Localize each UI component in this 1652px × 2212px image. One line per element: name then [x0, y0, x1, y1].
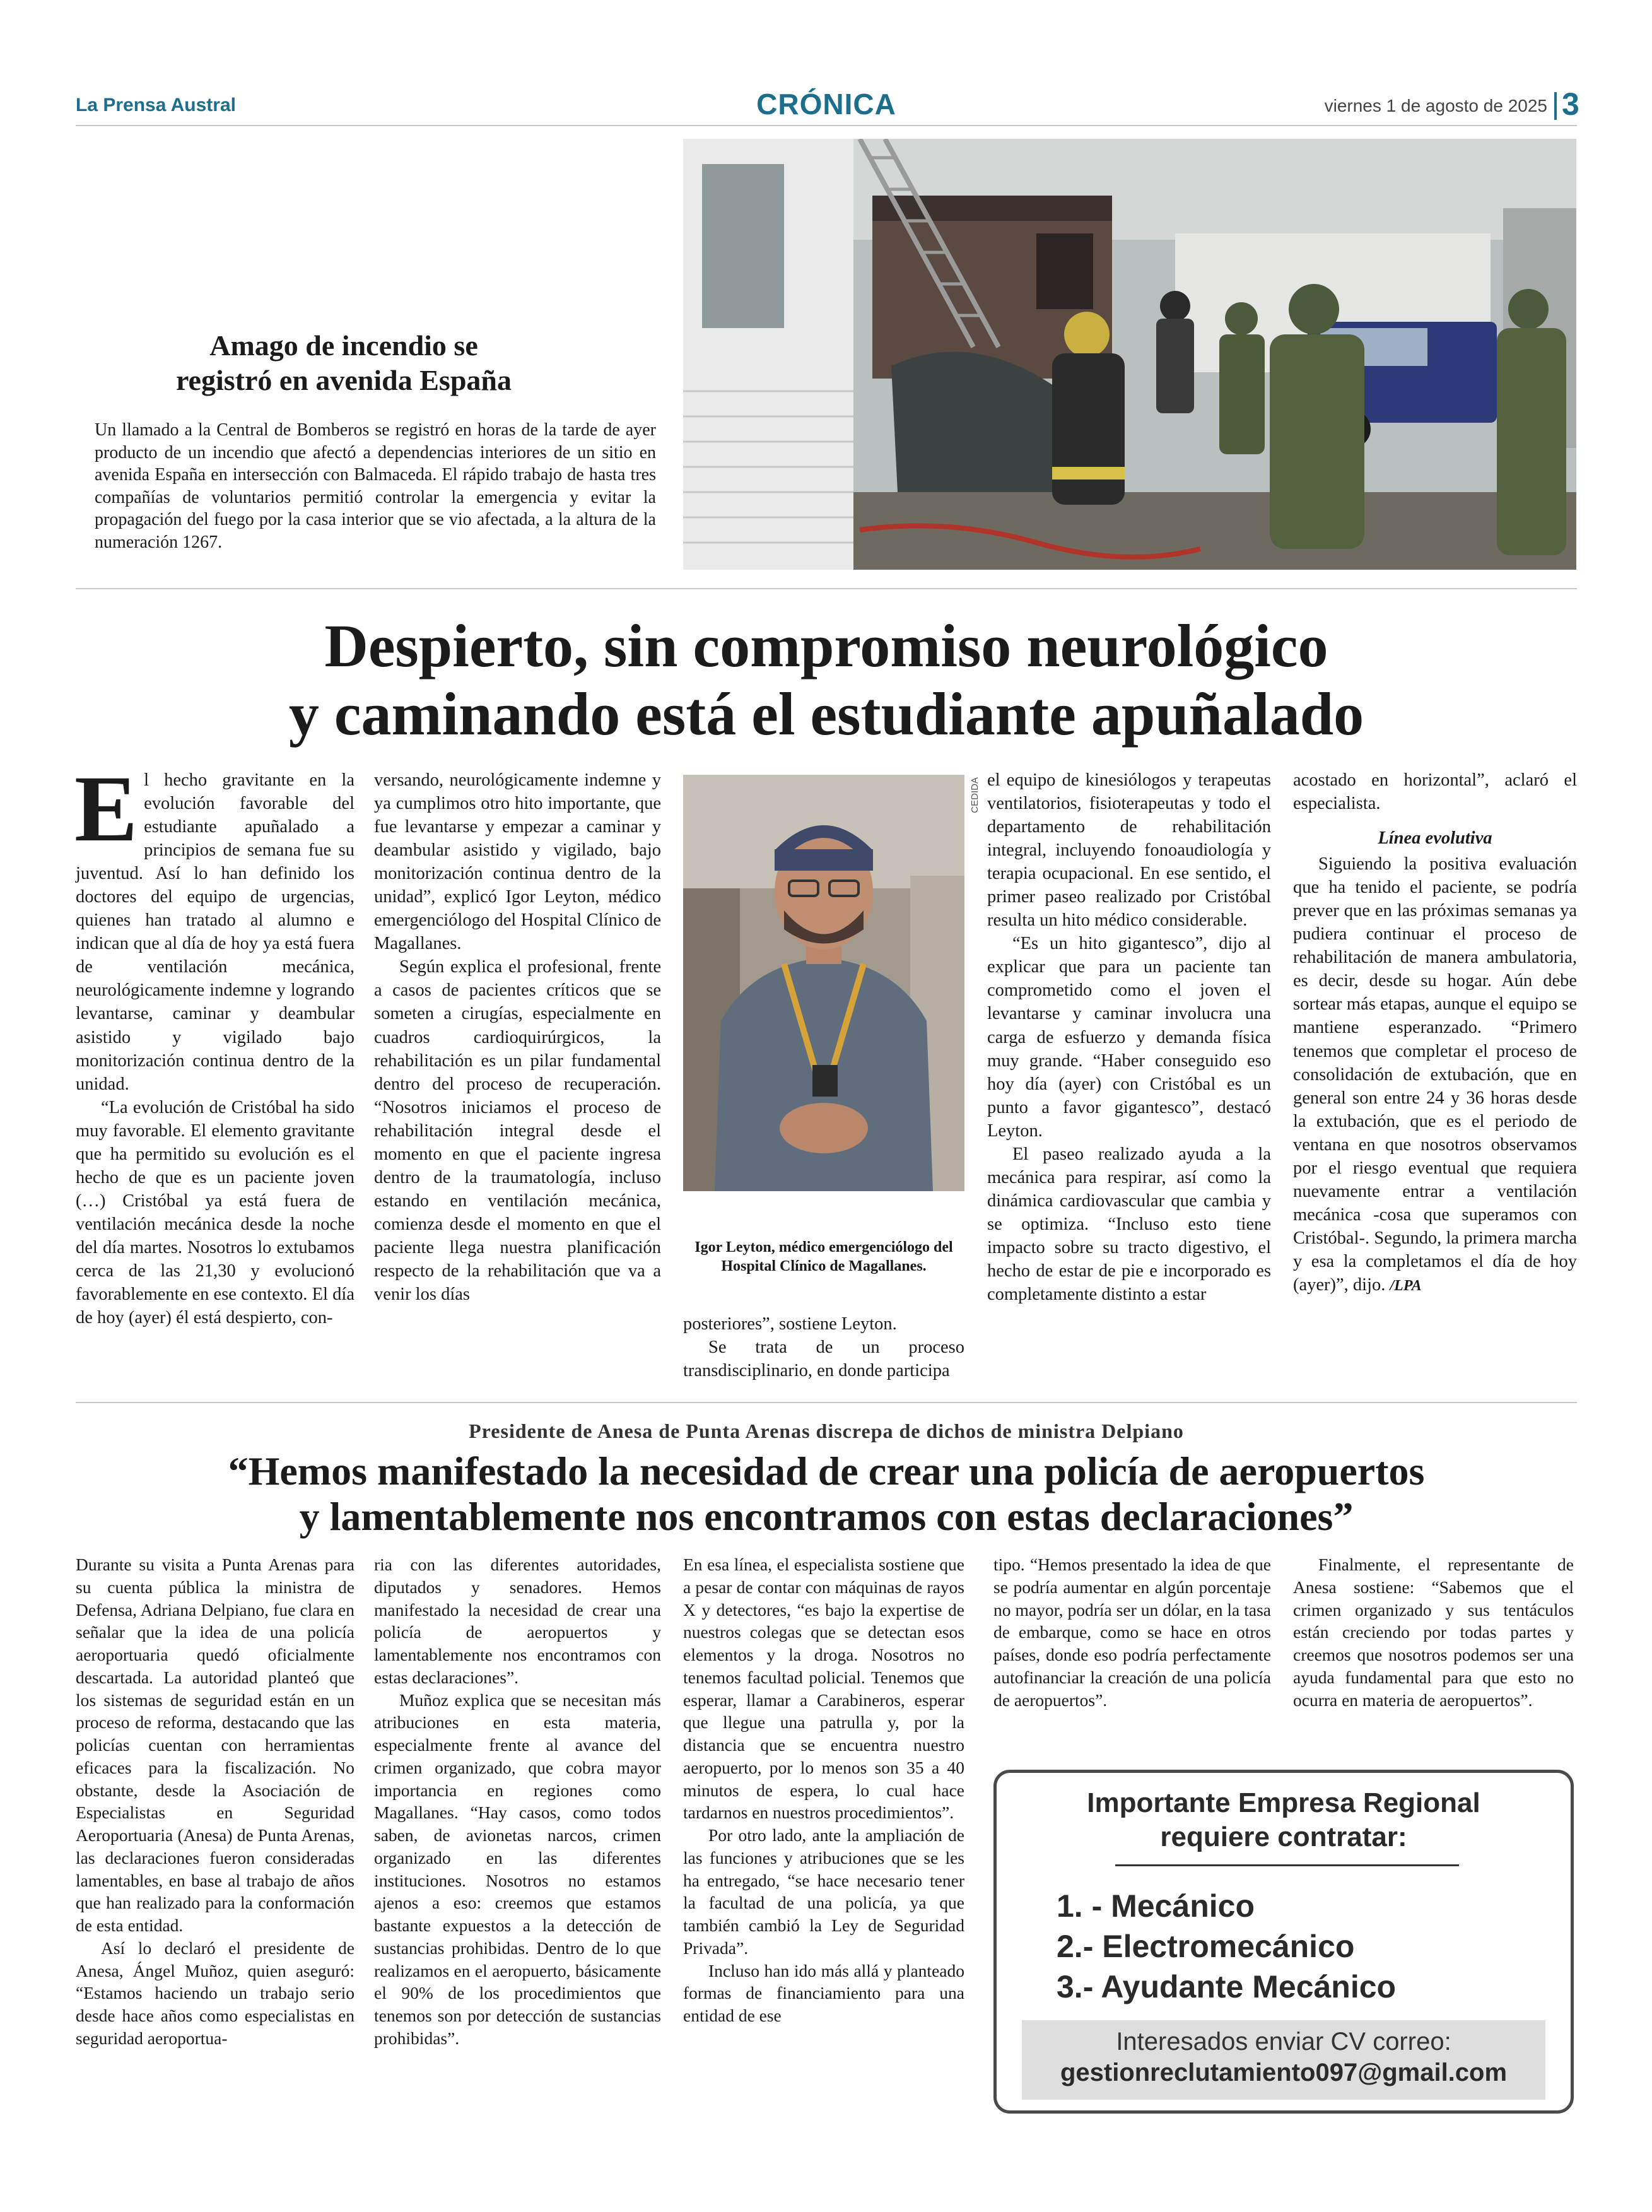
main-story-paragraph: Se trata de un proceso transdisciplinario, en donde participa: [683, 1338, 964, 1381]
main-story-paragraph: “La evolución de Cristóbal ha sido muy favorable. El elemento gravitante que ha permitido su evolución es el hecho de que es un paciente joven (…) Cristóbal ya está fuera de ventilación mecánica desde la noche del día martes. Nosotros lo extubamos cerca de las 21,30 y evolucionó favorablemente en ese contexto. El día de hoy (ayer) él está despierto, con-: [76, 1097, 354, 1328]
airport-column-5: [1293, 1553, 1574, 1711]
header-divider: [1554, 92, 1557, 120]
airport-column-1: [76, 1553, 354, 2050]
airport-kicker: Presidente de Anesa de Punta Arenas discrepa de dichos de ministra Delpiano: [469, 1420, 1184, 1442]
main-story-paragraph: El paseo realizado ayuda a la mecánica para respirar, así como la dinámica cardiovascular que cambia y se optimiza. “Incluso esto tiene impacto sobre su tracto digestivo, el hecho de estar de pie e incorporado es completamente distinto a estar: [987, 1144, 1271, 1305]
ad-headline-line1: Importante Empresa Regional: [1087, 1787, 1480, 1818]
airport-headline: [76, 1449, 1577, 1540]
section-rule-1: [76, 588, 1577, 589]
photo-caption: Igor Leyton, médico emergenciólogo del Hospital Clínico de Magallanes.: [694, 1239, 953, 1274]
airport-paragraph: ria con las diferentes autoridades, diputados y senadores. Hemos manifestado la necesidad de crear una policía de aeropuertos y lamentablemente nos encontramos con estas declaraciones”.: [374, 1555, 661, 1687]
airport-headline-line2: y lamentablemente nos encontramos con estas declaraciones”: [299, 1494, 1354, 1539]
fire-scene-photo: [683, 139, 1576, 570]
section-rule-2: [76, 1402, 1577, 1403]
fire-brief-title-line2: registró en avenida España: [175, 364, 512, 397]
fire-brief-title: [95, 328, 593, 397]
airport-paragraph: Durante su visita a Punta Arenas para su cuenta pública la ministra de Defensa, Adriana Delpiano, fue clara en señalar que la idea de una policía aeroportuaria quedó oficialmente descartada. La autoridad planteó que los sistemas de seguridad están en un proceso de reforma, destacando que las policías cuentan con herramientas eficaces para la fiscalización. No obstante, desde la Asociación de Especialistas en Seguridad Aeroportuaria (Anesa) de Punta Arenas, las declaraciones fueron consideradas lamentables, en base al trabajo de años que han realizado para la conformación de esta entidad.: [76, 1555, 354, 1935]
byline-signature: /LPA: [1390, 1277, 1422, 1294]
ad-headline-line2: requiere contratar:: [1160, 1821, 1407, 1852]
main-story-column-3: [683, 1312, 964, 1382]
doctor-portrait-photo: [683, 775, 964, 1191]
main-story-paragraph: “Es un hito gigantesco”, dijo al explicar que para un paciente tan comprometido como el joven el levantarse y caminar involucra una carga de esfuerzo y demanda física muy grande. “Haber conseguido eso hoy día (ayer) con Cristóbal es un punto a favor gigantesco”, destacó Leyton.: [987, 934, 1271, 1141]
airport-paragraph: tipo. “Hemos presentado la idea de que se podría aumentar en algún porcentaje no mayor, podría ser un dólar, en la tasa de embarque, como se hace en otros países, donde eso podría perfectamente autofinanciar la creación de una policía de aeropuertos”.: [993, 1555, 1271, 1710]
main-story-column-5: [1293, 768, 1577, 1297]
ad-contact-label: Interesados enviar CV correo:: [1116, 2028, 1451, 2056]
airport-paragraph: Así lo declaró el presidente de Anesa, Ángel Muñoz, quien aseguró: “Estamos haciendo un trabajo serio desde hace años como especialistas en seguridad aeroportua-: [76, 1938, 354, 2048]
photo-credit: CEDIDA: [970, 777, 980, 813]
issue-date: viernes 1 de agosto de 2025: [1324, 96, 1547, 115]
newspaper-name: La Prensa Austral: [76, 95, 236, 115]
main-story-column-4: [987, 768, 1271, 1306]
ad-divider: [1115, 1864, 1459, 1866]
job-advertisement: [993, 1770, 1574, 2114]
airport-paragraph: Muñoz explica que se necesitan más atribuciones en esta materia, especialmente frente al avance del crimen organizado, que cobra mayor importancia en regiones como Magallanes. “Hay casos, como todos saben, de avionetas narcos, crimen organizado en las diferentes instituciones. Nosotros no estamos ajenos a eso: creemos que estamos bastante expuestos a la detección de sustancias prohibidas. Dentro de lo que realizamos en el aeropuerto, básicamente el 90% de los procedimientos que tenemos son por detección de sustancias prohibidas”.: [374, 1690, 661, 2048]
ad-contact-box: [1022, 2020, 1545, 2100]
drop-cap: E: [74, 756, 138, 861]
main-story-column-2: [374, 768, 661, 1306]
header-rule: [76, 125, 1577, 126]
main-story-paragraph: posteriores”, sostiene Leyton.: [683, 1314, 897, 1334]
airport-headline-line1: “Hemos manifestado la necesidad de crear una policía de aeropuertos: [228, 1449, 1425, 1493]
ad-contact-email[interactable]: gestionreclutamiento097@gmail.com: [1060, 2059, 1508, 2086]
airport-column-3: [683, 1553, 964, 2027]
ad-position-1: 1. - Mecánico: [1057, 1888, 1255, 1924]
subheading: Línea evolutiva: [1378, 828, 1492, 849]
airport-paragraph: Finalmente, el representante de Anesa sostiene: “Sabemos que el crimen organizado y sus tentáculos están creciendo por todas partes y creemos que nosotros podemos ser una ayuda fundamental para que esto no ocurra en materia de aeropuertos”.: [1293, 1555, 1574, 1710]
ad-position-3: 3.- Ayudante Mecánico: [1057, 1969, 1397, 2004]
main-headline-line2: y caminando está el estudiante apuñalado: [288, 680, 1364, 748]
main-story-paragraph: Siguiendo la positiva evaluación que ha tenido el paciente, se podría prever que en las próximas semanas ya pudiera continuar el proceso de rehabilitación de manera ambulatoria, es decir, desde su hogar. Aún debe sortear más etapas, aunque el equipo se mantiene esperanzado. “Primero tenemos que completar el proceso de consolidación de extubación, que en general son entre 24 y 36 horas desde la extubación, que es el periodo de ventana en que nosotros observamos por el riesgo eventual que requiera nuevamente entrar a ventilación mecánica -cosa que superamos con Cristóbal-. Segundo, la primera marcha y esa la completamos el día de hoy (ayer)”, dijo.: [1293, 854, 1577, 1295]
main-story-paragraph: Según explica el profesional, frente a casos de pacientes críticos que se someten a cirugías, especialmente en cuadros cardioquirúrgicos, la rehabilitación es un pilar fundamental dentro del proceso de recuperación. “Nosotros iniciamos el proceso de rehabilitación integral desde el momento en que el paciente ingresa dentro de la traumatología, incluso estando en ventilación mecánica, comienza desde el momento en que el paciente llega nuestra planificación respecto de la rehabilitación que va a venir los días: [374, 957, 661, 1305]
fire-scene-illustration: [683, 139, 1576, 570]
main-story-paragraph: versando, neurológicamente indemne y ya cumplimos otro hito importante, que fue levantarse y empezar a caminar y deambular asistido y vigilado, bajo monitorización continua dentro de la unidad”, explicó Igor Leyton, médico emergenciólogo del Hospital Clínico de Magallanes.: [374, 770, 661, 954]
doctor-portrait-illustration: [683, 775, 964, 1191]
airport-paragraph: Incluso han ido más allá y planteado formas de financiamiento para una entidad de ese: [683, 1960, 964, 2025]
main-headline: [76, 612, 1577, 749]
airport-paragraph: En esa línea, el especialista sostiene que a pesar de contar con máquinas de rayos X y detectores, “es bajo la expertise de nuestros colegas que se detectan esos elementos y la droga. Nosotros no tenemos facultad policial. Tenemos que esperar, llamar a Carabineros, esperar que llegue una patrulla y, por la distancia que se encuentra nuestro aeropuerto, por lo menos son 35 a 40 minutos de espera, lo cual hace tardarnos en nuestros procedimientos”.: [683, 1555, 964, 1823]
airport-column-2: [374, 1553, 661, 2050]
main-story-paragraph: el equipo de kinesiólogos y terapeutas ventilatorios, fisioterapeutas y todo el departamento de rehabilitación integral, incluyendo fonoaudiología y terapia ocupacional. En ese sentido, el primer paseo realizado por Cristóbal resulta un hito médico considerable.: [987, 770, 1271, 931]
main-story-paragraph: l hecho gravitante en la evolución favorable del estudiante apuñalado a principios de semana fue su juventud. Así lo han definido los doctores del equipo de urgencias, quienes han tratado al alumno e indican que al día de hoy ya está fuera de ventilación mecánica, neurológicamente indemne y logrando levantarse, caminar y deambular asistido y vigilado bajo monitorización continua dentro de la unidad.: [76, 770, 354, 1094]
main-story-paragraph: acostado en horizontal”, aclaró el especialista.: [1293, 770, 1577, 814]
fire-brief-title-line1: Amago de incendio se: [209, 329, 478, 362]
page-number: 3: [1562, 86, 1579, 122]
airport-paragraph: Por otro lado, ante la ampliación de las funciones y atribuciones que se les ha entregado, “se hace necesario tener la facultad de una policía, ya que también cambió la Ley de Seguridad Privada”.: [683, 1825, 964, 1958]
airport-column-4: [993, 1553, 1271, 1711]
section-title: CRÓNICA: [756, 88, 896, 121]
ad-position-2: 2.- Electromecánico: [1057, 1929, 1355, 1964]
fire-brief-body: Un llamado a la Central de Bomberos se registró en horas de la tarde de ayer producto de un incendio que afectó a dependencias interiores de un sitio en avenida España en intersección con Balmaceda. El rápido trabajo de hasta tres compañías de voluntarios permitió controlar la emergencia y evitar la propagación del fuego por la casa interior que se vio afectada, a la altura de la numeración 1267.: [95, 420, 656, 552]
main-story-column-1: [74, 756, 354, 1329]
main-headline-line1: Despierto, sin compromiso neurológico: [324, 612, 1328, 679]
